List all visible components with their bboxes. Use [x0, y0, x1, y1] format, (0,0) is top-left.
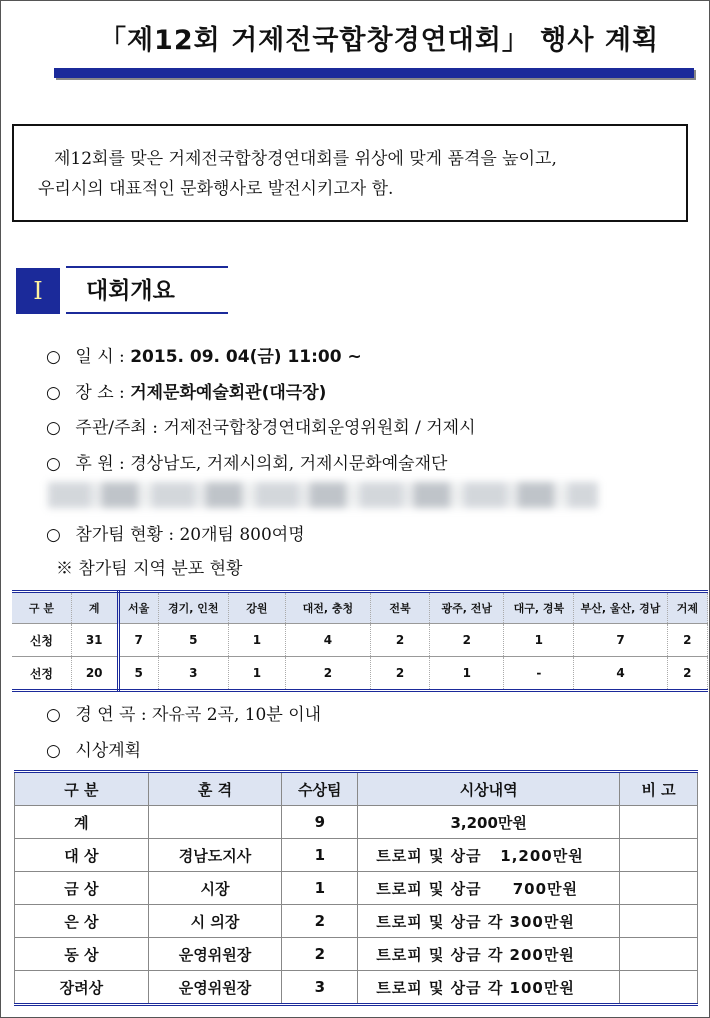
table-cell: 2: [282, 938, 358, 971]
table-cell: 시 의장: [148, 905, 282, 938]
award-label: 시상계획: [75, 741, 142, 761]
table-cell: [620, 839, 698, 872]
table-cell: [148, 806, 282, 839]
table-cell: [620, 938, 698, 971]
table-cell: 트로피 및 상금 각 200만원: [358, 938, 620, 971]
table-cell: 9: [282, 806, 358, 839]
table-cell: -: [504, 657, 574, 691]
table-cell: 2: [667, 624, 707, 657]
award-header: 훈 격: [148, 772, 282, 806]
table-cell: 3: [282, 971, 358, 1005]
bullet-icon: ○: [46, 418, 61, 438]
award-header: 구 분: [15, 772, 149, 806]
region-header: 계: [71, 592, 118, 624]
bullet-icon: ○: [46, 347, 61, 367]
table-row: [15, 938, 698, 971]
table-cell: 계: [15, 806, 149, 839]
table-row: [15, 839, 698, 872]
table-cell: 운영위원장: [148, 938, 282, 971]
item-song: [46, 700, 321, 725]
table-cell: 2: [286, 657, 371, 691]
table-cell: 장려상: [15, 971, 149, 1005]
table-cell: 시장: [148, 872, 282, 905]
table-cell: [620, 806, 698, 839]
table-cell: 트로피 및 상금 각 300만원: [358, 905, 620, 938]
award-header: 비 고: [620, 772, 698, 806]
table-cell: 2: [370, 657, 429, 691]
song-value: 자유곡 2곡, 10분 이내: [152, 705, 322, 725]
purpose-line-1: 제12회를 맞은 거제전국합창경연대회를 위상에 맞게 품격을 높이고,: [54, 149, 557, 169]
section-rule-top: [66, 266, 228, 268]
item-place: [46, 378, 326, 403]
region-header: 서울: [118, 592, 158, 624]
bullet-icon: ○: [46, 741, 61, 761]
table-row: [15, 806, 698, 839]
host-value: 거제전국합창경연대회운영위원회 / 거제시: [163, 418, 476, 438]
region-header: 경기, 인천: [158, 592, 228, 624]
redacted-line: [48, 482, 598, 508]
song-label: 경 연 곡 :: [75, 705, 147, 725]
region-header: 광주, 전남: [430, 592, 504, 624]
table-cell: 트로피 및 상금 1,200만원: [358, 839, 620, 872]
table-cell: 은 상: [15, 905, 149, 938]
purpose-box: [12, 124, 688, 222]
table-cell: 3,200만원: [358, 806, 620, 839]
table-cell: 트로피 및 상금 각 100만원: [358, 971, 620, 1005]
table-cell: 20: [71, 657, 118, 691]
host-label: 주관/주최 :: [75, 418, 158, 438]
table-cell: 2: [430, 624, 504, 657]
title-underline: [54, 68, 694, 78]
section-rule-bottom: [66, 312, 228, 314]
table-cell: 5: [118, 657, 158, 691]
region-header: 거제: [667, 592, 707, 624]
table-cell: 2: [282, 905, 358, 938]
region-header: 구 분: [12, 592, 71, 624]
item-date: [46, 342, 362, 367]
table-cell: 신청: [12, 624, 71, 657]
date-label: 일 시 :: [75, 347, 125, 367]
region-header-row: [12, 592, 708, 624]
table-cell: 선정: [12, 657, 71, 691]
bullet-icon: ○: [46, 525, 61, 545]
bullet-icon: ○: [46, 383, 61, 403]
region-header: 전북: [370, 592, 429, 624]
sponsor-label: 후 원 :: [75, 454, 125, 474]
table-row: [15, 971, 698, 1005]
page-title: 「제12회 거제전국합창경연대회」 행사 계획: [98, 25, 660, 56]
table-cell: 4: [286, 624, 371, 657]
item-award: [46, 736, 141, 761]
region-header: 대전, 충청: [286, 592, 371, 624]
table-cell: 31: [71, 624, 118, 657]
table-row: [15, 905, 698, 938]
table-cell: 3: [158, 657, 228, 691]
table-cell: 1: [228, 657, 285, 691]
award-table: [14, 770, 698, 1006]
table-cell: 2: [370, 624, 429, 657]
item-teams: [46, 520, 305, 545]
award-header: 시상내역: [358, 772, 620, 806]
table-cell: 동 상: [15, 938, 149, 971]
table-cell: 경남도지사: [148, 839, 282, 872]
table-cell: 5: [158, 624, 228, 657]
table-cell: [620, 971, 698, 1005]
award-header-row: [15, 772, 698, 806]
table-cell: [620, 872, 698, 905]
region-note: ※ 참가팀 지역 분포 현황: [56, 559, 243, 579]
table-cell: 2: [667, 657, 707, 691]
place-label: 장 소 :: [75, 383, 125, 403]
table-cell: [620, 905, 698, 938]
award-header: 수상팀: [282, 772, 358, 806]
table-cell: 1: [430, 657, 504, 691]
sponsor-value: 경상남도, 거제시의회, 거제시문화예술재단: [130, 454, 448, 474]
table-cell: 트로피 및 상금 700만원: [358, 872, 620, 905]
bullet-icon: ○: [46, 705, 61, 725]
table-cell: 4: [574, 657, 667, 691]
table-row: [15, 872, 698, 905]
region-table: [12, 590, 708, 692]
table-cell: 1: [228, 624, 285, 657]
table-cell: 1: [504, 624, 574, 657]
teams-label: 참가팀 현황 :: [75, 525, 175, 545]
section-title: 대회개요: [86, 278, 175, 304]
region-header: 대구, 경북: [504, 592, 574, 624]
date-value: 2015. 09. 04(금) 11:00 ~: [130, 347, 362, 367]
table-row: [12, 657, 708, 691]
section-number: I: [16, 268, 60, 314]
bullet-icon: ○: [46, 454, 61, 474]
teams-value: 20개팀 800여명: [179, 525, 305, 545]
table-cell: 대 상: [15, 839, 149, 872]
table-cell: 1: [282, 872, 358, 905]
region-header: 부산, 울산, 경남: [574, 592, 667, 624]
table-row: [12, 624, 708, 657]
table-cell: 7: [118, 624, 158, 657]
item-sponsor: [46, 449, 447, 474]
item-host: [46, 413, 476, 438]
place-value: 거제문화예술회관(대극장): [130, 383, 327, 403]
table-cell: 1: [282, 839, 358, 872]
table-cell: 7: [574, 624, 667, 657]
table-cell: 운영위원장: [148, 971, 282, 1005]
table-cell: 금 상: [15, 872, 149, 905]
purpose-line-2: 우리시의 대표적인 문화행사로 발전시키고자 함.: [38, 179, 394, 199]
region-header: 강원: [228, 592, 285, 624]
